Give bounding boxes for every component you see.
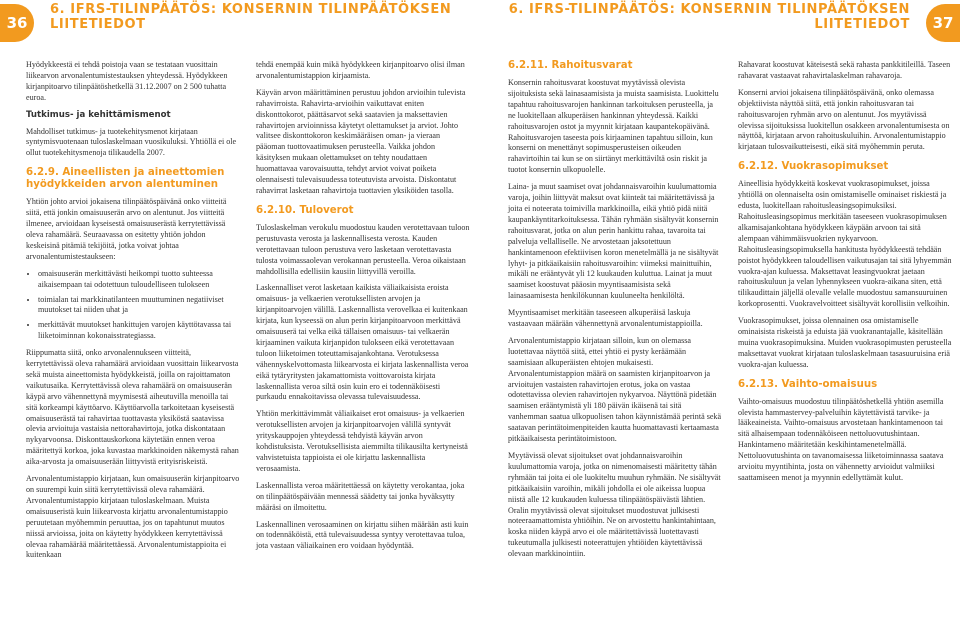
paragraph: Yhtiön merkittävimmät väliaikaiset erot omaisuus- ja velkaerien verotuksellisten arvojen ja kirjanpitoarvojen välillä syntyvät yrityskauppojen yhteydessä tehdyistä käyvän arvon kohdistuksista. Verotuksellisista aiemmilta tilikausilta kertyneistä vahvistetuista tappioista ei ole kirjattu laskennallista verosaamista.: [256, 409, 468, 473]
list-item: • toimialan tai markkinatilanteen muuttuminen negatiiviset muutokset tai niiden uhat ja: [38, 295, 240, 317]
text-column-2: [256, 60, 470, 558]
paragraph: Laskennallinen verosaaminen on kirjattu siihen määrään asti kuin on todennäköistä, että tulevaisuudessa syntyy verotettavaa tuloa, jota vastaan väliaikainen ero voidaan hyödyntää.: [256, 519, 469, 551]
paragraph: Laskennalliset verot lasketaan kaikista väliaikaisista eroista omaisuus- ja velkaerien verotuksellisten arvojen ja kirjanpitoarvojen välillä. Laskennallista verovelkaa ei kuitenkaan kirjata, kun kyseessä on alun perin kirjanpitoarvoon merkittävä omaisuuserä tai velka eikä tällaisen omaisuus- tai velkaerän kirjaaminen vaikuta kirjanpidon tulokseen eikä verotettavaan tuloon liiketoimen toteuttamisajankohtana. Verotuksessa vähennyskelvottomasta liikearvosta ei kirjata laskennallista veroa eikä tytäryritysten jakamattomista voittovaroista kirjata laskennallista veroa siltä osin kuin ero ei todennäköisesti purkaudu ennakoitavissa olevassa tulevaisuudessa.: [256, 283, 469, 402]
paragraph: Yhtiön johto arvioi jokaisena tilinpäätöspäivänä onko viitteitä siitä, että jonkin omaisuuserän arvo on alentunut. Jos viitteitä ilmenee, arvioidaan kyseisestä omaisuuserästä kerrytettävissä oleva rahamäärä. Seuraavassa on esitetty yhtiön johdon keskeisinä pitämiä tekijöitä, jotka voivat johtaa arvonalentumistestaukseen:: [26, 197, 227, 261]
paragraph: Arvonalentumistappio kirjataan, kun omaisuuserän kirjanpitoarvo on suurempi kuin siitä kerrytettävissä oleva rahamäärä. Arvonalentumistappio kirjataan tuloslaskelmaan. Muista omaisuuseristä kuin liikearvosta kirjattu arvonalentumistappio peruutetaan myöhemmin peruuttaa, jos on tapahtunut muutos niissä arvioissa, joita on käytetty hyödykkeen kerrytettävissä olevaa rahamäärää määritettäessä. Arvonalentumistappioita ei kuitenkaan: [26, 474, 240, 560]
running-header-left: [50, 2, 451, 32]
running-header-left-line2: LIITETIEDOT: [50, 17, 146, 32]
section-heading: 6.2.9. Aineellisten ja aineettomien hyödykkeiden arvon alentuminen: [26, 167, 225, 191]
paragraph: Rahavarat koostuvat käteisestä sekä rahasta pankkitileillä. Taseen rahavarat vastaavat rahavirtalaskelman rahavaroja.: [738, 60, 951, 80]
running-header-left-line1: 6. IFRS-TILINPÄÄTÖS: KONSERNIN TILINPÄÄTÖKSEN: [50, 2, 452, 17]
paragraph: Vuokrasopimukset, joissa olennainen osa omistamiselle ominaisista riskeistä ja eduista jää vuokranantajalle, käsitellään muina vuokrasopimuksina. Muiden vuokrasopimusten perusteella maksettavat vuokrat kirjataan tuloslaskelmaan tasasuuruisina eriä vuokra-ajan kuluessa.: [738, 316, 952, 369]
page-number-right: 37: [926, 4, 960, 42]
paragraph: Konsernin rahoitusvarat koostuvat myytävissä olevista sijoituksista sekä lainasaamisista ja muista saamisista. Luokittelu tapahtuu rahoitusvarojen hankinnan tarkoituksen perusteella, ja ne luokitellaan alkuperäisen hankinnan yhteydessä. Kaikki rahoitusvarojen ostot ja myynnit kirjataan kaupantekopäivänä. Rahoitusvarojen taseesta pois kirjaaminen tapahtuu silloin, kun konserni on menettänyt sopimusperusteisen oikeuden rahavirtoihin tai kun se on siirtänyt merkittäviltä osin riskit ja tuotot konsernin ulkopuolelle.: [508, 78, 719, 175]
section-heading: 6.2.11. Rahoitusvarat: [508, 60, 633, 71]
text-column-4: [738, 60, 952, 490]
list-item: • merkittävät muutokset hankittujen varojen käyttötavassa tai liiketoiminnan kokonaisstrategiassa.: [38, 320, 240, 342]
paragraph: Käyvän arvon määrittäminen perustuu johdon arvioihin tulevista rahavirroista. Rahavirta-arvioihin vaikuttavat eniten diskonttokorot, päättäsarvot sekä saatavien ja maksettavien rahavirtojen arvioinnissa käytetyt olettamukset ja arviot. Johto valitsee diskonttokoron keskimääräisen oman- ja vieraan pääoman tuottovaatimuksen perusteella. Vaikka johdon käsityksen mukaan olettamukset on tehty noudattaen huomattavaa varovaisuutta, tehdyt arviot voivat poiketa olennaisesti tulevaisuudessa toteutuvista arvoista. Diskontatut rahavirrat lasketaan rahavirtoja tuottavien yksiköiden tasolla.: [256, 87, 466, 195]
paragraph: Hyödykkeestä ei tehdä poistoja vaan se testataan vuosittain liikearvon arvonalentumistestauksen yhteydessä. Hyödykkeen kirjanpitoarvo tilinpäätöshetkellä 31.12.2007 on 2 500 tuhatta euroa.: [26, 60, 228, 102]
running-header-right-line1: 6. IFRS-TILINPÄÄTÖS: KONSERNIN TILINPÄÄTÖKSEN: [508, 2, 910, 17]
paragraph: Myyntisaamiset merkitään taseeseen alkuperäisä laskuja vastaavaan määrään vähennettynä arvonalentumistappioilla.: [508, 308, 703, 329]
paragraph: Mahdolliset tutkimus- ja tuotekehitysmenot kirjataan syntymisvuotenaan tuloslaskelmaan vuosikuluksi. Yhtiöllä ei ole ollut tuotekehitysmenoja tilikaudella 2007.: [26, 126, 237, 158]
section-heading: Tutkimus- ja kehittämismenot: [26, 109, 171, 120]
running-header-right: [509, 2, 910, 32]
paragraph: Laina- ja muut saamiset ovat johdannaisvaroihin kuulumattomia varoja, joihin liittyvät maksut ovat kiinteät tai määritettävissä ja joita ei noteerata toimivilla markkinoilla, eikä yhtiö pidä niitä kaupankäyntitarkoituksessa. Tähän ryhmään sisältyvät konsernin rahoitusvarat, jotka on alun perin hankittu rahaa, tavaroita tai palveluja vellalliselle. Ne arvostetaan jaksotettuun hankintamenoon efektiivisen koron menetelmällä ja ne sisältyvät lyhyt- ja pitkäaikaisiin rahoitusvaroihin: viimeksi mainittuihin, mikäli ne erääntyvät yli 12 kuukauden kuluttua. Lainat ja muut saamiset koostuvat pääosin myyntisaamisista sekä lainasaamisesta henkilökunnan kuuluneelta henkilöltä.: [508, 182, 719, 301]
paragraph: Arvonalentumistappio kirjataan silloin, kun on olemassa luotettavaa näyttöä siitä, ettei yhtiö ei pysty keräämään saamisiaan alkuperäisten ehtojen mukaisesti. Arvonalentumistappion määrä on saamisten kirjanpitoarvon ja arvioitujen vastaisten rahavirtojen erotus, joka on vastaa odotettavissa olevien rahavirtojen nykyarvoa. Näyttönä pidetään saamisen erääntymistä yli 180 päivän ikäisenä tai sitä vanhemman saatua ulkopuolisen tahon käynnistämää perintä sekä saatavan perintätoimenpiteiden kautta huomattavasti kertaamasta pitkäaikaisesta perintätoimistoon.: [508, 335, 722, 444]
paragraph: tehdä enempää kuin mikä hyödykkeen kirjanpitoarvo olisi ilman arvonalentumistappion kirjaamista.: [256, 60, 465, 80]
paragraph: Laskennallista veroa määritettäessä on käytetty verokantaa, joka on tilinpäätöspäivään mennessä säädetty tai jonka hyväksytty määräsi on ilmoitettu.: [256, 480, 465, 512]
section-heading: 6.2.10. Tuloverot: [256, 204, 354, 216]
list-item: • omaisuuserän merkittävästi heikompi tuotto suhteessa aikaisempaan tai odotettuun tuloudelliseen tulokseen: [38, 269, 240, 291]
paragraph: Tuloslaskelman verokulu muodostuu kauden verotettavaan tuloon perustuvasta verosta ja laskennallisesta verosta. Kauden verotettavaan tuloon perustuva vero lasketaan verotettavasta tulosta voimassaolevan verokannan perusteella. Veroa oikaistaan mahdollisilla edellisiin kausiin liittyvillä veroilla.: [256, 222, 470, 276]
section-heading: 6.2.13. Vaihto-omaisuus: [738, 378, 878, 390]
paragraph: Konserni arvioi jokaisena tilinpäätöspäivänä, onko olemassa objektiivista näyttöä siitä, että jonkin rahoitusvaran tai rahoitusvarojen ryhmän arvo on alentunut. Jos myytävissä olevissa sijoituksissa luokitellun osakkeen arvonalentumisesta on näyttöä, kirjataan arvon rahoituskuluihin. Arvonalentumistappio kirjataan tulosvaikutteisesti, eikä sitä myöhemmin peruta.: [738, 87, 950, 152]
running-header-right-line2: LIITETIEDOT: [814, 17, 910, 32]
paragraph: Vaihto-omaisuus muodostuu tilinpäätöshetkellä yhtiön asemilla olevista hammastervey-palveluihin käytettävistä tarvike- ja lääkeaineista. Vaihto-omaisuus arvostetaan hankintamenoon tai sitä alhaisempaan todennäköiseen nettoluovutushintaan. Hankintameno määritetään keskihintamenetelmällä. Nettoluovutushinta on tavanomaisessa liiketoiminnassa saatava arvioitu myyntihinta, josta on vähennetty arvioidut valmiiksi saattamiseen menot ja myynnin edellyttämät kulut.: [738, 396, 944, 482]
section-heading: 6.2.12. Vuokrasopimukset: [738, 161, 889, 173]
paragraph: Aineellisia hyödykkeitä koskevat vuokrasopimukset, joissa yhtiöllä on olennaiselta osin omistamiselle ominaiset riskiestä ja edusta, luokitellaan rahoitusleasingsopimuksiksi. Rahoitusleasingsopimus merkitään taseeseen vuokrasopimuksen alkamisajankohtana hyödykkeen käypään arvoon tai sitä alempaan vähimmäisvuokrien nykyarvoon. Rahoitusleasingsopimuksella hankitusta hyödykkeestä tehdään poistot hyödykkeen taloudellisen vaikutusajan tai sitä lyhyemmän vuokra-ajan kuluessa. Maksettavat leasingvuokrat jaetaan rahoituskuluun ja velan lyhennykseen vuokra-aikana siten, että tilikaudittain jäljellä olevalle velalle muodostuu samansuuruinen korkoprosentti. Vuokravelvoitteet sisältyvät korollisiin velkoihin.: [738, 179, 952, 309]
paragraph: Riippumatta siitä, onko arvonalennukseen viitteitä, kerrytettävissä oleva rahamäärä arvioidaan vuosittain liikearvosta sekä muista aineettomista hyödykkeistä, joilla on rajoittamaton vaikutusaika. Kerrytettävissä oleva rahamäärä on omaisuuserän käypä arvo vähennettynä myymisestä aiheutuvilla menoilla tai sitä korkeampi käyttöarvo. Käyttöarvolla tarkoitetaan kyseisestä omaisuuserästä tai rahavirtaa tuottavasta yksiköstä saatavissa olevia arvioituja vastaisia nettorahavirtoja, jotka diskontataan nykyarvoonsa. Diskonttauskorkona käytetään ennen veroa määritettyä korkoa, joka kuvastaa markkinoiden näkemystä rahan aika-arvosta ja omaisuuserään liittyvistä erityisriskeistä.: [26, 348, 239, 467]
paragraph: Myytävissä olevat sijoitukset ovat johdannaisvaroihin kuulumattomia varoja, jotka on nimenomaisesti määritetty tähän ryhmään tai joita ei ole luokiteltu muuhun ryhmään. Ne sisältyvät pitkäaikaisiin varoihin, mikäli johdolla ei ole aikeissa luopua niistä alle 12 kuukauden kuluessa tilinpäätöspäivästä lähtien. Oralin myytävissä olevat sijoitukset muodostuvat julkisesti noteeraamattomista yhtiöihin. Ne on arvostettu hankintahintaan, koska niiden käypä arvo ei ole määritettävissä luotettavasti tukeutumalla julkisesti noteerattujen yhtiöiden käytettävissä olevaan markkinointiin.: [508, 451, 721, 559]
text-column-1: [26, 60, 240, 567]
text-column-3: [508, 60, 722, 566]
page-number-left: 36: [0, 4, 34, 42]
bullet-list: [26, 269, 240, 342]
